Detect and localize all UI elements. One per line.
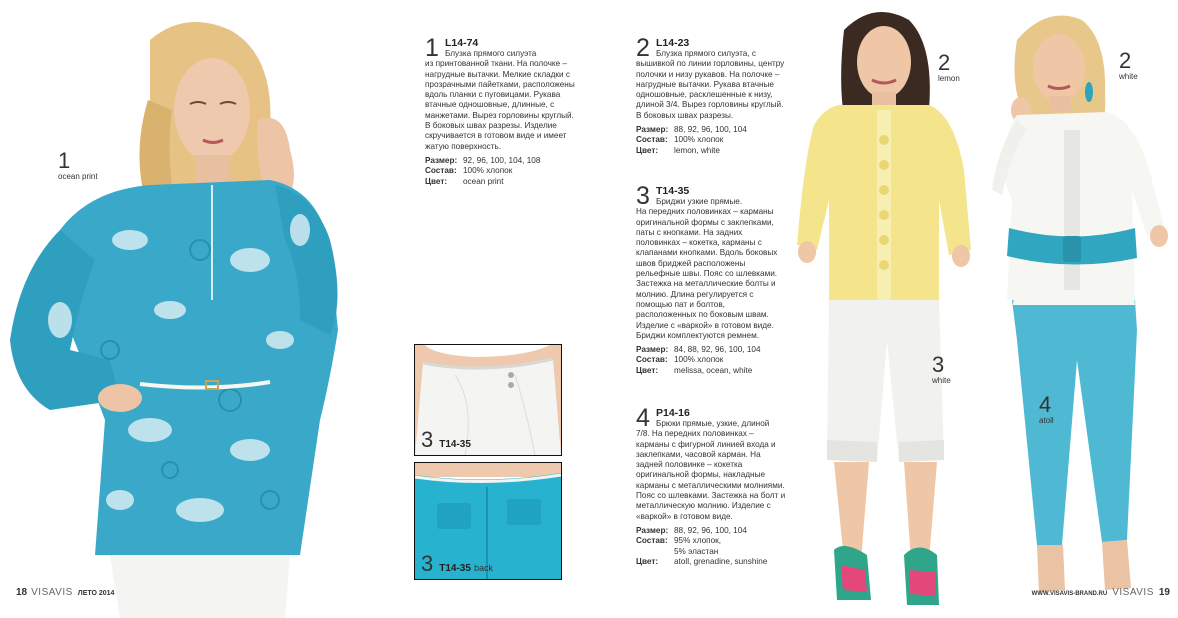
- model-tag-color: atoll: [1039, 416, 1054, 425]
- page-number: 19: [1158, 587, 1170, 598]
- thumb-code: T14-35: [439, 439, 471, 450]
- composition-value-line1: 95% хлопок,: [674, 536, 722, 546]
- thumb-number: 3: [421, 551, 434, 576]
- website-url: WWW.VISAVIS-BRAND.RU: [1031, 591, 1108, 597]
- model-photo-white-atoll: [977, 0, 1178, 618]
- color-label: Цвет:: [636, 145, 659, 155]
- composition-value: 100% хлопок: [463, 166, 513, 176]
- composition-label: Состав:: [636, 536, 668, 546]
- model-tag-color: white: [1119, 72, 1138, 81]
- model-tag-number: 3: [932, 352, 945, 377]
- product-number: 2: [636, 34, 650, 62]
- right-page: [589, 0, 1178, 618]
- product-number: 1: [425, 34, 439, 62]
- thumb-number: 3: [421, 427, 434, 452]
- product-specs: [636, 125, 786, 156]
- product-description: [425, 49, 577, 152]
- product-block-2: [636, 34, 786, 156]
- product-block-3: [636, 182, 786, 376]
- product-description-rest: из принтованной ткани. На полочке – нагрудные вытачки. Мелкие складки с прозрачными пайетками, расположены вдоль планки с пуговицами. Рукава втачные одношовные, длинные, с манжетами. Вырез горловины круглый. В боковых швах разрезы. Изделие скручивается в готовом виде и имеет жатую поверхность.: [425, 59, 575, 151]
- page-number: 18: [16, 587, 28, 598]
- product-description: [636, 419, 786, 522]
- model-tag-2-lemon: [938, 52, 960, 83]
- product-number: 4: [636, 404, 650, 432]
- product-description-rest: На передних половинках – карманы оригинальной формы с заклепками, паты с кнопками. На задних половинках – кокетка, карманы с клапанами кнопками. Вдоль боковых швов бриджей расположены рельефные швы. Пояс со шлевками. Застежка на металлические болты и молнию. Длина регулируется с помощью пат и болтов, расположенных по боковым швам. Изделие с «варкой» в готовом виде. Бриджи комплектуются ремнем.: [636, 207, 778, 340]
- product-specs: [636, 345, 786, 376]
- product-number: 3: [636, 182, 650, 210]
- product-description-first: Блузка прямого силуэта, с: [656, 49, 756, 58]
- right-footer: [1032, 587, 1174, 598]
- model-tag-number: 4: [1039, 392, 1052, 417]
- product-description-first: Брюки прямые, узкие, длиной: [656, 419, 770, 428]
- product-description: [636, 49, 786, 121]
- model-tag-4-atoll: [1039, 394, 1054, 425]
- color-value: lemon, white: [674, 145, 720, 155]
- brand-name: VISAVIS: [1112, 587, 1154, 598]
- product-block-1: [425, 34, 577, 187]
- size-label: Размер:: [425, 155, 458, 165]
- thumb-turquoise-pants-back: [414, 462, 562, 580]
- composition-value: 100% хлопок: [674, 135, 724, 145]
- size-value: 92, 96, 100, 104, 108: [463, 155, 541, 165]
- composition-value-line2: 5% эластан: [674, 546, 719, 556]
- brand-name: VISAVIS: [31, 587, 73, 598]
- product-code: L14-74: [445, 37, 479, 49]
- product-description-rest: вышивкой по линии горловины, центру полочки и низу рукавов. На полочке – нагрудные вытачки. Рукава втачные одношовные, расклешенные к низу, длиной 3/4. Вырез горловины круглый. В боковых швах разрезы.: [636, 59, 785, 120]
- color-value: atoll, grenadine, sunshine: [674, 556, 768, 566]
- thumb-caption: [421, 429, 471, 451]
- left-footer: [16, 587, 114, 598]
- model-tag-2-white: [1119, 50, 1138, 81]
- size-label: Размер:: [636, 345, 669, 355]
- size-value: 88, 92, 96, 100, 104: [674, 125, 747, 135]
- model-tag-color: ocean print: [58, 172, 98, 181]
- product-specs: [425, 156, 577, 187]
- model-tag-color: white: [932, 376, 951, 385]
- thumb-note: back: [473, 563, 493, 573]
- product-description: [636, 197, 786, 341]
- model-photo-ocean-print: [0, 0, 345, 618]
- product-specs: [636, 526, 786, 567]
- size-label: Размер:: [636, 525, 669, 535]
- composition-label: Состав:: [636, 135, 668, 145]
- size-value: 84, 88, 92, 96, 100, 104: [674, 345, 761, 355]
- product-description-first: Блузка прямого силуэта: [445, 49, 537, 58]
- size-value: 88, 92, 96, 100, 104: [674, 525, 747, 535]
- composition-value: 100% хлопок: [674, 355, 724, 365]
- product-block-4: [636, 404, 786, 567]
- thumb-code: T14-35: [439, 563, 471, 574]
- season-label: ЛЕТО 2014: [77, 590, 115, 597]
- model-tag-number: 2: [1119, 48, 1132, 73]
- composition-label: Состав:: [636, 355, 668, 365]
- color-label: Цвет:: [425, 176, 448, 186]
- color-label: Цвет:: [636, 365, 659, 375]
- color-value: melissa, ocean, white: [674, 365, 753, 375]
- size-label: Размер:: [636, 125, 669, 135]
- product-code: P14-16: [656, 407, 690, 419]
- composition-value: [674, 536, 786, 557]
- product-code: L14-23: [656, 37, 690, 49]
- model-photo-lemon-white: [789, 0, 977, 618]
- composition-label: Состав:: [425, 166, 457, 176]
- model-tag-1: [58, 150, 98, 181]
- thumb-white-pants: [414, 344, 562, 456]
- thumb-caption: [421, 553, 493, 575]
- color-label: Цвет:: [636, 556, 659, 566]
- product-description-first: Бриджи узкие прямые.: [656, 197, 743, 206]
- model-tag-number: 2: [938, 50, 951, 75]
- color-value: ocean print: [463, 176, 504, 186]
- product-code: T14-35: [656, 185, 690, 197]
- model-tag-number: 1: [58, 148, 71, 173]
- model-tag-color: lemon: [938, 74, 960, 83]
- product-description-rest: 7/8. На передних половинках – карманы с фигурной линией входа и заклепками, часовой карман. На задней половинке – кокетка оригинальной формы, накладные карманы с металлическими молниями. Пояс со шлевками. Застежка на болт и металлическую молнию. Изделие с «варкой» в готовом виде.: [636, 429, 786, 521]
- model-tag-3-white: [932, 354, 951, 385]
